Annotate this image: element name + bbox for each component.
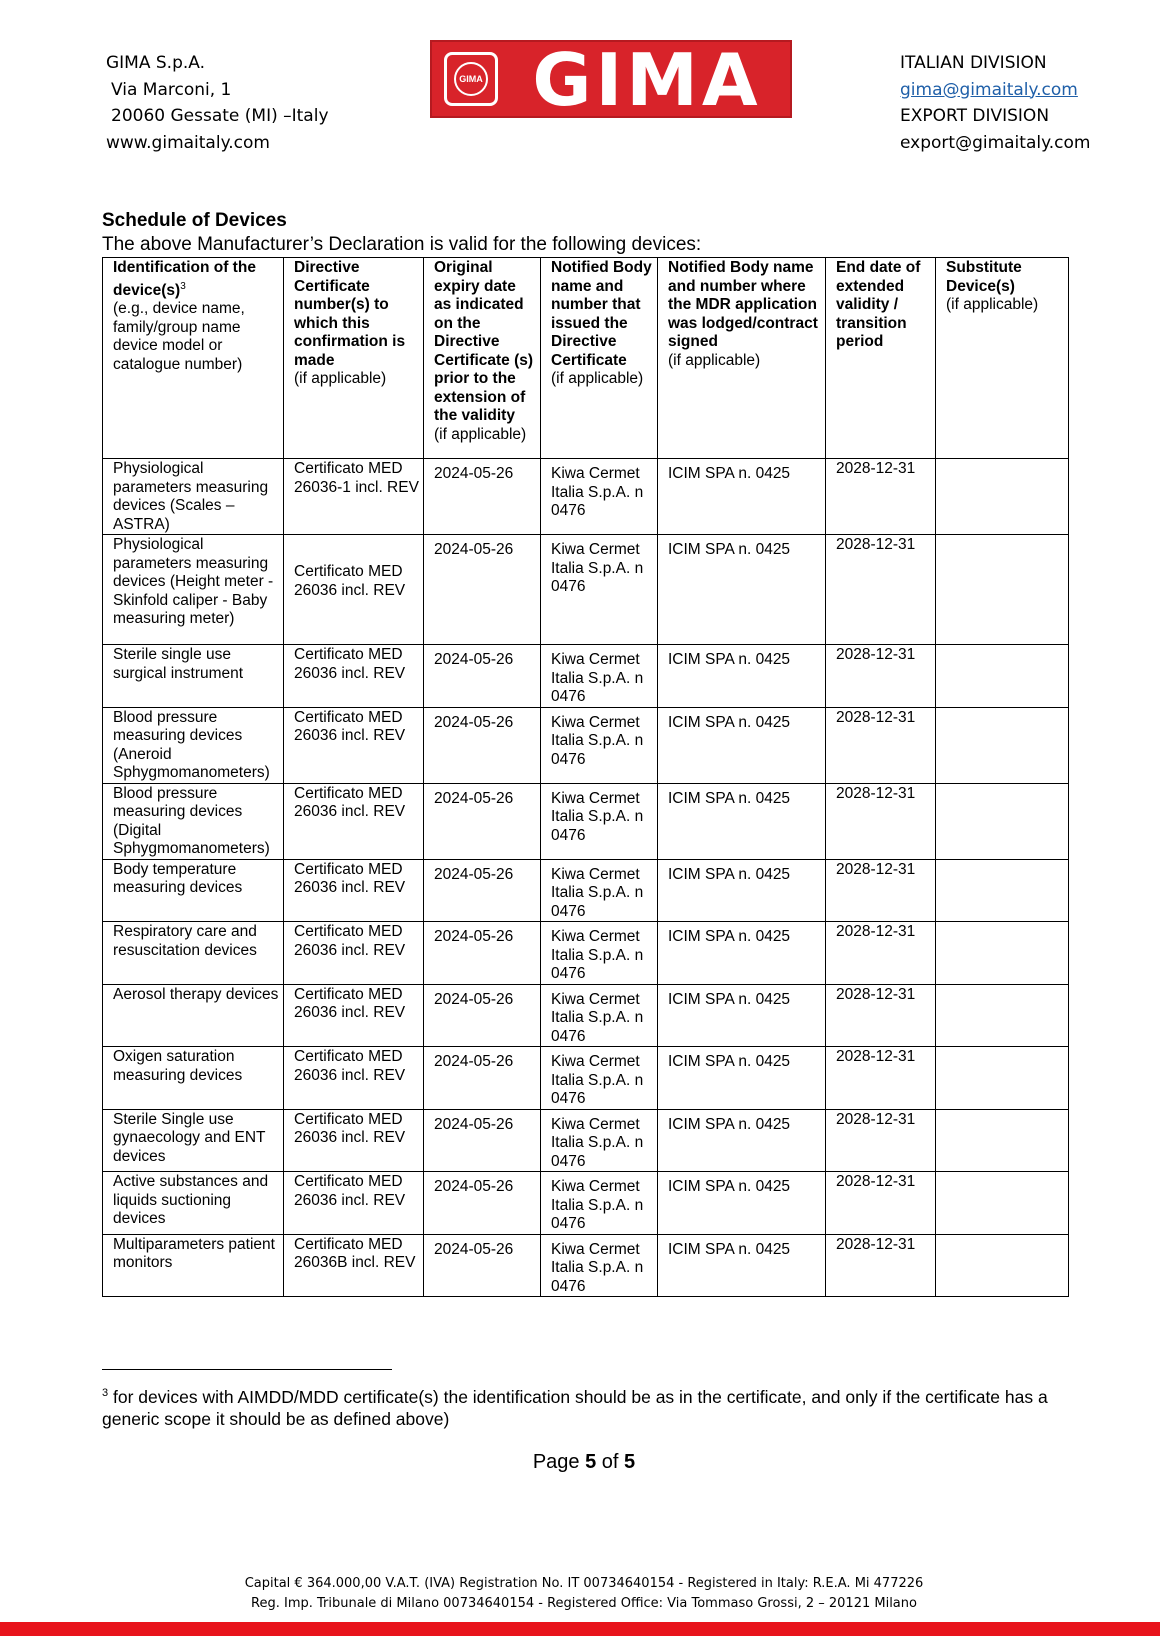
end-date-cell: 2028-12-31: [826, 707, 936, 783]
end-date-cell: 2028-12-31: [826, 922, 936, 985]
device-cell: Oxigen saturation measuring devices: [103, 1047, 284, 1110]
company-name: GIMA S.p.A.: [106, 53, 206, 73]
expiry-date-cell: 2024-05-26: [424, 984, 541, 1047]
header-bold-text: Notified Body name and number where the MDR application was lodged/contract signed: [668, 259, 818, 350]
footnote-text: for devices with AIMDD/MDD certificate(s) the identification should be as in the certificate, and only if the certificate has a generic scope it should be as defined above): [102, 1386, 1048, 1429]
expiry-date-cell: 2024-05-26: [424, 922, 541, 985]
certificate-cell: Certificato MED 26036 incl. REV: [284, 645, 424, 708]
notified-body-cell: Kiwa Cermet Italia S.p.A. n 0476: [541, 707, 658, 783]
table-row: [103, 1234, 1069, 1297]
header-footnote-mark: 3: [180, 280, 186, 292]
substitute-cell: [936, 707, 1069, 783]
certificate-cell: Certificato MED 26036B incl. REV: [284, 1234, 424, 1297]
substitute-cell: [936, 535, 1069, 645]
device-cell: Active substances and liquids suctioning devices: [103, 1172, 284, 1235]
footnote-divider: [102, 1369, 392, 1370]
mdr-body-cell: ICIM SPA n. 0425: [658, 459, 826, 535]
end-date-cell: 2028-12-31: [826, 984, 936, 1047]
page-total: 5: [624, 1451, 636, 1473]
notified-body-cell: Kiwa Cermet Italia S.p.A. n 0476: [541, 922, 658, 985]
mdr-body-cell: ICIM SPA n. 0425: [658, 707, 826, 783]
substitute-cell: [936, 459, 1069, 535]
header-note-text: (if applicable): [668, 351, 761, 369]
device-cell: Body temperature measuring devices: [103, 859, 284, 922]
company-street: Via Marconi, 1: [111, 79, 232, 100]
table-header-cell: [103, 258, 284, 459]
header-bold-text: Notified Body name and number that issued the Directive Certificate: [551, 259, 652, 369]
device-cell: Physiological parameters measuring devices (Scales – ASTRA): [103, 459, 284, 535]
header-note-text: (if applicable): [946, 296, 1039, 313]
schedule-title: Schedule of Devices: [102, 210, 287, 231]
table-row: [103, 535, 1069, 645]
company-website[interactable]: www.gimaitaly.com: [106, 132, 270, 153]
page-current: 5: [585, 1451, 597, 1473]
expiry-date-cell: 2024-05-26: [424, 1109, 541, 1172]
expiry-date-cell: 2024-05-26: [424, 645, 541, 708]
italian-email-link[interactable]: gima@gimaitaly.com: [900, 79, 1078, 100]
certificate-cell: Certificato MED 26036 incl. REV: [284, 535, 424, 645]
table-header-cell: [541, 258, 658, 459]
certificate-cell: Certificato MED 26036 incl. REV: [284, 1109, 424, 1172]
device-cell: Sterile single use surgical instrument: [103, 645, 284, 708]
substitute-cell: [936, 922, 1069, 985]
header-bold-text: End date of extended validity / transition period: [836, 259, 921, 350]
expiry-date-cell: 2024-05-26: [424, 1234, 541, 1297]
notified-body-cell: Kiwa Cermet Italia S.p.A. n 0476: [541, 783, 658, 859]
expiry-date-cell: 2024-05-26: [424, 859, 541, 922]
certificate-cell: Certificato MED 26036 incl. REV: [284, 1172, 424, 1235]
table-header-cell: [826, 258, 936, 459]
logo-wordmark: GIMA: [532, 38, 762, 122]
export-division-label: EXPORT DIVISION: [900, 106, 1050, 126]
table-header-cell: [284, 258, 424, 459]
substitute-cell: [936, 859, 1069, 922]
certificate-cell: Certificato MED 26036 incl. REV: [284, 984, 424, 1047]
mdr-body-cell: ICIM SPA n. 0425: [658, 922, 826, 985]
mdr-body-cell: ICIM SPA n. 0425: [658, 984, 826, 1047]
table-row: [103, 645, 1069, 708]
device-cell: Respiratory care and resuscitation devices: [103, 922, 284, 985]
expiry-date-cell: 2024-05-26: [424, 1172, 541, 1235]
page-number: [0, 1451, 1168, 1474]
devices-table: [102, 257, 1069, 1297]
page-of: of: [596, 1451, 625, 1473]
device-cell: Aerosol therapy devices: [103, 984, 284, 1047]
mdr-body-cell: ICIM SPA n. 0425: [658, 1109, 826, 1172]
substitute-cell: [936, 1172, 1069, 1235]
gima-emblem-icon: [444, 52, 498, 106]
end-date-cell: 2028-12-31: [826, 459, 936, 535]
mdr-body-cell: ICIM SPA n. 0425: [658, 645, 826, 708]
header-note-text: (if applicable): [434, 425, 527, 443]
expiry-date-cell: 2024-05-26: [424, 535, 541, 645]
table-row: [103, 783, 1069, 859]
header-bold-text: Identification of the device(s): [113, 259, 256, 299]
schedule-subtitle: The above Manufacturer’s Declaration is valid for the following devices:: [102, 234, 702, 255]
substitute-cell: [936, 984, 1069, 1047]
certificate-cell: Certificato MED 26036 incl. REV: [284, 707, 424, 783]
notified-body-cell: Kiwa Cermet Italia S.p.A. n 0476: [541, 984, 658, 1047]
device-cell: Multiparameters patient monitors: [103, 1234, 284, 1297]
substitute-cell: [936, 1109, 1069, 1172]
notified-body-cell: Kiwa Cermet Italia S.p.A. n 0476: [541, 1047, 658, 1110]
table-row: [103, 459, 1069, 535]
table-row: [103, 707, 1069, 783]
device-cell: Physiological parameters measuring devices (Height meter - Skinfold caliper - Baby measuring meter): [103, 535, 284, 645]
end-date-cell: 2028-12-31: [826, 1172, 936, 1235]
substitute-cell: [936, 645, 1069, 708]
footnote: [102, 1382, 1082, 1430]
header-bold-text: Substitute Device(s): [946, 259, 1022, 295]
certificate-cell: Certificato MED 26036-1 incl. REV: [284, 459, 424, 535]
notified-body-cell: Kiwa Cermet Italia S.p.A. n 0476: [541, 645, 658, 708]
device-cell: Blood pressure measuring devices (Aneroid Sphygmomanometers): [103, 707, 284, 783]
certificate-cell: Certificato MED 26036 incl. REV: [284, 1047, 424, 1110]
substitute-cell: [936, 783, 1069, 859]
footnote-mark: 3: [102, 1387, 109, 1399]
notified-body-cell: Kiwa Cermet Italia S.p.A. n 0476: [541, 459, 658, 535]
company-city: 20060 Gessate (MI) –Italy: [111, 106, 329, 126]
table-row: [103, 1109, 1069, 1172]
expiry-date-cell: 2024-05-26: [424, 707, 541, 783]
legal-footer: [0, 1574, 1168, 1614]
header-note-text: (if applicable): [294, 370, 387, 387]
notified-body-cell: Kiwa Cermet Italia S.p.A. n 0476: [541, 535, 658, 645]
page-prefix: Page: [532, 1451, 586, 1473]
certificate-cell: Certificato MED 26036 incl. REV: [284, 922, 424, 985]
header-note-text: (if applicable): [551, 370, 644, 387]
export-email[interactable]: export@gimaitaly.com: [900, 132, 1091, 153]
table-row: [103, 1047, 1069, 1110]
emblem-text: GIMA: [454, 62, 488, 96]
mdr-body-cell: ICIM SPA n. 0425: [658, 1047, 826, 1110]
substitute-cell: [936, 1234, 1069, 1297]
end-date-cell: 2028-12-31: [826, 1047, 936, 1110]
company-address: [106, 50, 329, 156]
footer-line-1: Capital € 364.000,00 V.A.T. (IVA) Registration No. IT 00734640154 - Registered in Italy: R.E.A. Mi 477226: [244, 1576, 924, 1591]
device-cell: Sterile Single use gynaecology and ENT devices: [103, 1109, 284, 1172]
header-bold-text: Original expiry date as indicated on the Directive Certificate (s) prior to the extension of the validity: [434, 259, 534, 424]
substitute-cell: [936, 1047, 1069, 1110]
notified-body-cell: Kiwa Cermet Italia S.p.A. n 0476: [541, 859, 658, 922]
table-header-cell: [658, 258, 826, 459]
table-row: [103, 984, 1069, 1047]
end-date-cell: 2028-12-31: [826, 1109, 936, 1172]
italian-division-label: ITALIAN DIVISION: [900, 53, 1047, 73]
mdr-body-cell: ICIM SPA n. 0425: [658, 859, 826, 922]
notified-body-cell: Kiwa Cermet Italia S.p.A. n 0476: [541, 1234, 658, 1297]
mdr-body-cell: ICIM SPA n. 0425: [658, 1172, 826, 1235]
gima-logo: [430, 38, 792, 122]
expiry-date-cell: 2024-05-26: [424, 1047, 541, 1110]
end-date-cell: 2028-12-31: [826, 535, 936, 645]
expiry-date-cell: 2024-05-26: [424, 783, 541, 859]
notified-body-cell: Kiwa Cermet Italia S.p.A. n 0476: [541, 1172, 658, 1235]
footer-line-2: Reg. Imp. Tribunale di Milano 00734640154 - Registered Office: Via Tommaso Grossi, 2 – 20121 Milano: [251, 1596, 917, 1611]
certificate-cell: Certificato MED 26036 incl. REV: [284, 859, 424, 922]
device-cell: Blood pressure measuring devices (Digital Sphygmomanometers): [103, 783, 284, 859]
table-header-row: [103, 258, 1069, 459]
mdr-body-cell: ICIM SPA n. 0425: [658, 1234, 826, 1297]
certificate-cell: Certificato MED 26036 incl. REV: [284, 783, 424, 859]
end-date-cell: 2028-12-31: [826, 1234, 936, 1297]
expiry-date-cell: 2024-05-26: [424, 459, 541, 535]
footer-red-bar: [0, 1622, 1160, 1636]
notified-body-cell: Kiwa Cermet Italia S.p.A. n 0476: [541, 1109, 658, 1172]
end-date-cell: 2028-12-31: [826, 645, 936, 708]
table-row: [103, 859, 1069, 922]
mdr-body-cell: ICIM SPA n. 0425: [658, 535, 826, 645]
table-header-cell: [936, 258, 1069, 459]
end-date-cell: 2028-12-31: [826, 859, 936, 922]
table-header-cell: [424, 258, 541, 459]
mdr-body-cell: ICIM SPA n. 0425: [658, 783, 826, 859]
header-bold-text: Directive Certificate number(s) to which this confirmation is made: [294, 259, 406, 369]
end-date-cell: 2028-12-31: [826, 783, 936, 859]
header-note-text: (e.g., device name, family/group name device model or catalogue number): [113, 300, 245, 373]
table-row: [103, 922, 1069, 985]
table-row: [103, 1172, 1069, 1235]
division-contacts: [900, 50, 1090, 156]
